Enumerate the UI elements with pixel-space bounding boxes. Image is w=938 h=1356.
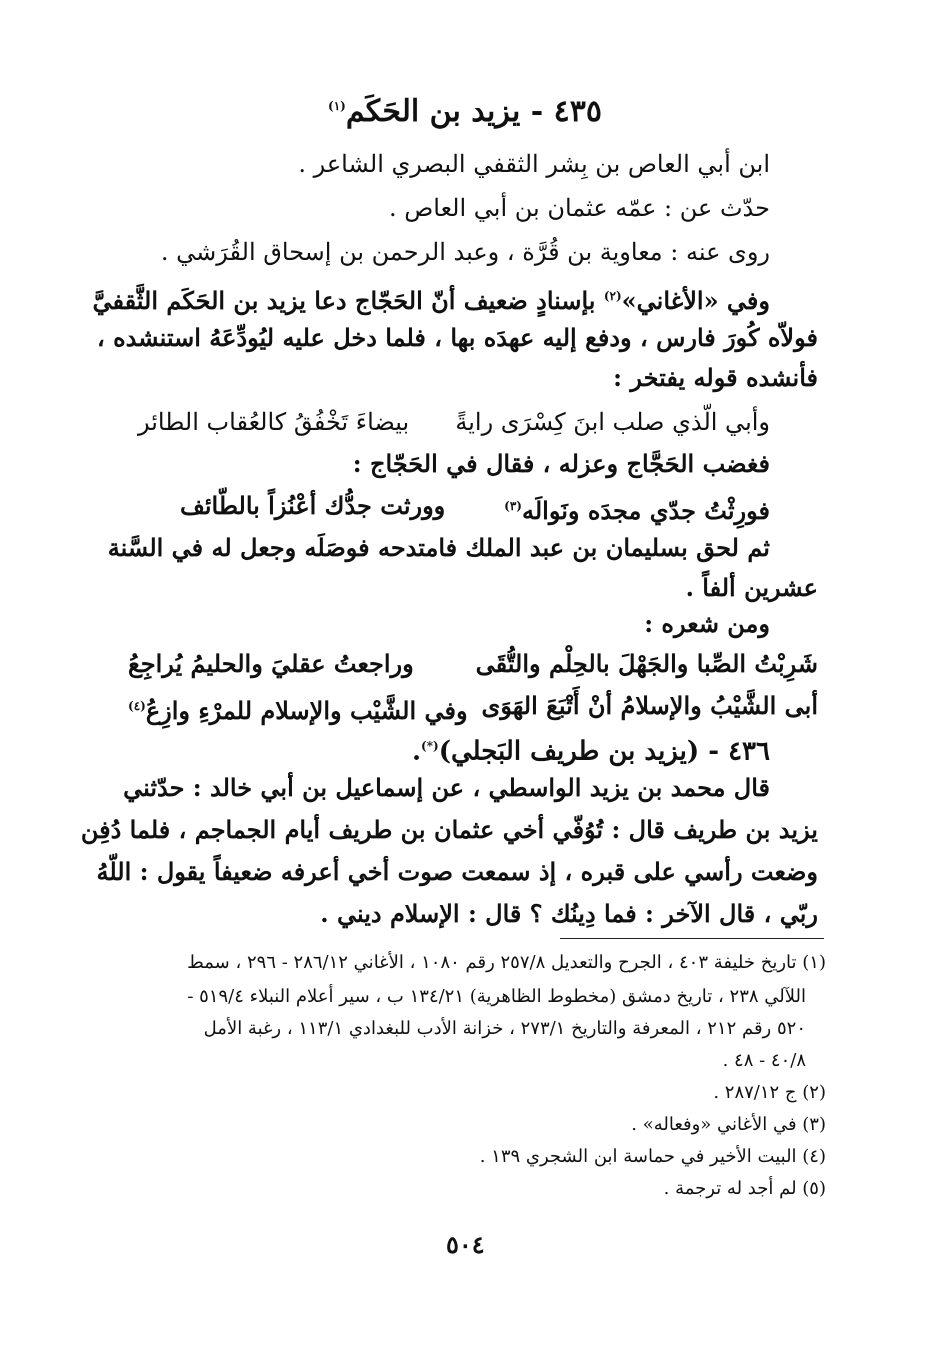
aghani-prefix: وفي «الأغاني» — [621, 286, 770, 315]
paragraph-line: حدّث عن : عمّه عثمان بن أبي العاص . — [389, 194, 770, 222]
paragraph-line: ومن شعره : — [644, 609, 770, 638]
entry-name: - (يزيد بن طريف البَجلي) — [438, 736, 720, 767]
verse-hemistich-right: شَرِبْتُ الصِّبا والجَهْلَ بالحِلْم والتُّقَى — [475, 649, 818, 678]
entry-heading-435 — [328, 86, 602, 132]
page-number: ٥٠٤ — [446, 1230, 485, 1259]
verse-hemistich-right: وأبي الّذي صلب ابنَ كِسْرَى رايةً — [455, 408, 770, 436]
verse-text: وفي الشَّيْب والإسلام للمرْءِ وازِعُ — [145, 696, 468, 725]
paragraph-line: ربّي ، قال الآخر : فما دِينُك ؟ قال : الإسلام ديني . — [320, 899, 818, 928]
paragraph-line: فولاّه كُورَ فارس ، ودفع إليه عهدَه بها ، فلما دخل عليه ليُودِّعَهُ استنشده ، — [96, 323, 818, 352]
entry-number: ٤٣٥ — [553, 94, 602, 129]
verse-hemistich-left — [128, 690, 468, 727]
paragraph-line: ابن أبي العاص بن بِشر الثقفي البصري الشاعر . — [298, 150, 770, 178]
footnote-ref-1: (١) — [328, 99, 346, 113]
heading-end: . — [411, 736, 422, 767]
footnote-line: (١) تاريخ خليفة ٤٠٣ ، الجرح والتعديل ٢٥٧/٨ رقم ١٠٨٠ ، الأغاني ٢٨٦/١٢ - ٢٩٦ ، سمط — [187, 952, 826, 973]
aghani-text: بإسنادٍ ضعيف أنّ الحَجّاج دعا يزيد بن الحَكَم الثَّقفيَّ — [92, 286, 604, 315]
footnote-ref-5: (*) — [421, 739, 439, 753]
entry-number: ٤٣٦ — [728, 736, 770, 767]
footnote-line: (٢) ج ٢٨٧/١٢ . — [713, 1082, 826, 1103]
verse-text: فورِثْتُ جدّي مجدَه ونَوالَه — [521, 496, 770, 525]
paragraph-line: فأنشده قوله يفتخر : — [613, 363, 818, 392]
verse-hemistich-left: وراجعتُ عقليَ والحليمُ يُراجِعُ — [128, 649, 414, 678]
verse-hemistich-right: أبى الشَّيْبُ والإسلامُ أنْ أَتْبَعَ الهَوَى — [481, 691, 818, 720]
paragraph-line: عشرين ألفاً . — [685, 573, 818, 602]
footnote-line: (٥) لم أجد له ترجمة . — [663, 1178, 826, 1199]
paragraph-line: روى عنه : معاوية بن قُرَّة ، وعبد الرحمن بن إسحاق القُرَشي . — [160, 238, 770, 266]
footnote-line: ٥٢٠ رقم ٢١٢ ، المعرفة والتاريخ ٢٧٣/١ ، خزانة الأدب للبغدادي ١١٣/١ ، رغبة الأمل — [203, 1018, 806, 1039]
paragraph-line: يزيد بن طريف قال : تُوُفّي أخي عثمان بن طريف أيام الجماجم ، فلما دُفِن — [80, 815, 818, 844]
verse-hemistich-right — [504, 490, 770, 527]
footnote-separator — [560, 938, 824, 939]
paragraph-line: ثم لحق بسليمان بن عبد الملك فامتدحه فوصَلَه وجعل له في السَّنة — [107, 533, 770, 562]
footnote-line: اللآلي ٢٣٨ ، تاريخ دمشق (مخطوط الظاهرية) ١٣٤/٢١ ب ، سير أعلام النبلاء ٥١٩/٤ - — [187, 986, 806, 1007]
footnote-ref-4: (٤) — [128, 699, 146, 713]
footnote-line: ٤٠/٨ - ٤٨ . — [722, 1050, 806, 1071]
verse-hemistich-left: وورثت جدُّك أعْنُزاً بالطّائف — [180, 491, 446, 520]
entry-name: يزيد بن الحَكَم — [345, 94, 521, 129]
paragraph-line — [93, 280, 770, 317]
paragraph-line: قال محمد بن يزيد الواسطي ، عن إسماعيل بن أبي خالد : حدّثني — [123, 773, 770, 802]
entry-heading-436 — [412, 730, 770, 768]
footnote-line: (٣) في الأغاني «وفعاله» . — [631, 1114, 826, 1135]
footnote-ref-3: (٣) — [504, 499, 522, 513]
footnote-ref-2: (٢) — [603, 289, 622, 303]
heading-dash: - — [530, 94, 544, 129]
footnote-line: (٤) البيت الأخير في حماسة ابن الشجري ١٣٩ . — [479, 1146, 826, 1167]
paragraph-line: فغضب الحَجَّاج وعزله ، فقال في الحَجّاج : — [352, 449, 770, 478]
paragraph-line: وضعت رأسي على قبره ، إذ سمعت صوت أخي أعرفه ضعيفاً يقول : اللّهُ — [96, 857, 818, 886]
verse-hemistich-left: بيضاءَ تَخْفُقُ كالعُقاب الطائر — [138, 408, 410, 436]
